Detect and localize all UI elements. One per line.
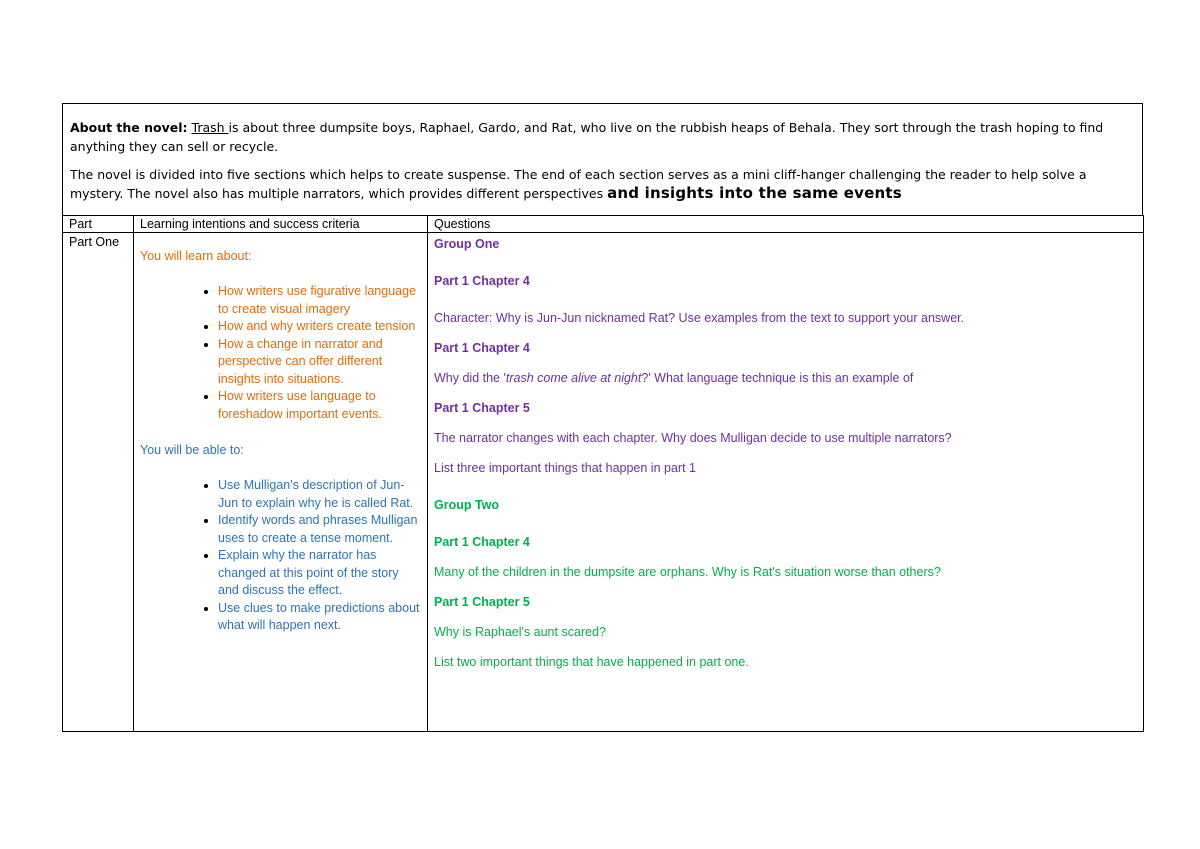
list-item: • Use Mulligan's description of Jun-Jun to explain why he is called Rat.	[218, 477, 421, 512]
list-item: • How and why writers create tension	[218, 318, 421, 336]
list-item: • Use clues to make predictions about what will happen next.	[218, 600, 421, 635]
table-header-row	[63, 216, 1144, 233]
group-one-title: Group One	[434, 237, 500, 251]
table-row	[63, 233, 1144, 732]
header-part: Part	[63, 216, 134, 233]
intro-paragraph-1: About the novel: Trash is about three dumpsite boys, Raphael, Gardo, and Rat, who live on the rubbish heaps of Behala. They sort through the trash hoping to find anything they can sell or recycle.	[70, 120, 1104, 154]
novel-title: Trash	[191, 120, 229, 135]
intro-paragraph-2: The novel is divided into five sections which helps to create suspense. The end of each section serves as a mini cliff-hanger challenging the reader to help solve a mystery. The novel also has multiple narrators, which provides different perspectives and insights into the same events	[70, 167, 1087, 202]
list-item: • Identify words and phrases Mulligan uses to create a tense moment.	[218, 512, 421, 547]
about-novel-box	[62, 103, 1143, 215]
question: Many of the children in the dumpsite are orphans. Why is Rat's situation worse than others?	[434, 565, 941, 579]
document-page	[62, 103, 1143, 732]
about-label: About the novel	[70, 120, 183, 135]
questions-cell	[428, 233, 1144, 732]
question: Why is Raphael's aunt scared?	[434, 625, 606, 639]
chapter-heading: Part 1 Chapter 5	[434, 595, 530, 609]
question: The narrator changes with each chapter. Why does Mulligan decide to use multiple narrators?	[434, 431, 952, 445]
chapter-heading: Part 1 Chapter 4	[434, 274, 530, 288]
question: List two important things that have happened in part one.	[434, 655, 749, 669]
intro-large-text: and insights into the same events	[607, 184, 902, 202]
able-label: You will be able to:	[140, 443, 244, 457]
header-questions: Questions	[428, 216, 1144, 233]
chapter-heading: Part 1 Chapter 4	[434, 341, 530, 355]
list-item: • How a change in narrator and perspective can offer different insights into situations.	[218, 336, 421, 389]
learn-list	[140, 283, 421, 423]
chapter-heading: Part 1 Chapter 4	[434, 535, 530, 549]
group-two-title: Group Two	[434, 498, 500, 512]
learning-cell	[134, 233, 428, 732]
question: List three important things that happen in part 1	[434, 461, 696, 475]
learn-label: You will learn about:	[140, 249, 252, 263]
list-item: • How writers use figurative language to create visual imagery	[218, 283, 421, 318]
about-text: is about three dumpsite boys, Raphael, Gardo, and Rat, who live on the rubbish heaps of Behala. They sort through the trash hoping to find anything they can sell or recycle.	[70, 120, 1104, 154]
question: Why did the 'trash come alive at night?' What language technique is this an example of	[434, 371, 914, 385]
part-cell: Part One	[63, 233, 134, 732]
chapter-heading: Part 1 Chapter 5	[434, 401, 530, 415]
able-list	[140, 477, 421, 635]
question: Character: Why is Jun-Jun nicknamed Rat? Use examples from the text to support your answer.	[434, 311, 965, 325]
list-item: • How writers use language to foreshadow important events.	[218, 388, 421, 423]
list-item: • Explain why the narrator has changed at this point of the story and discuss the effect.	[218, 547, 421, 600]
header-learning: Learning intentions and success criteria	[134, 216, 428, 233]
lesson-table	[62, 215, 1144, 732]
